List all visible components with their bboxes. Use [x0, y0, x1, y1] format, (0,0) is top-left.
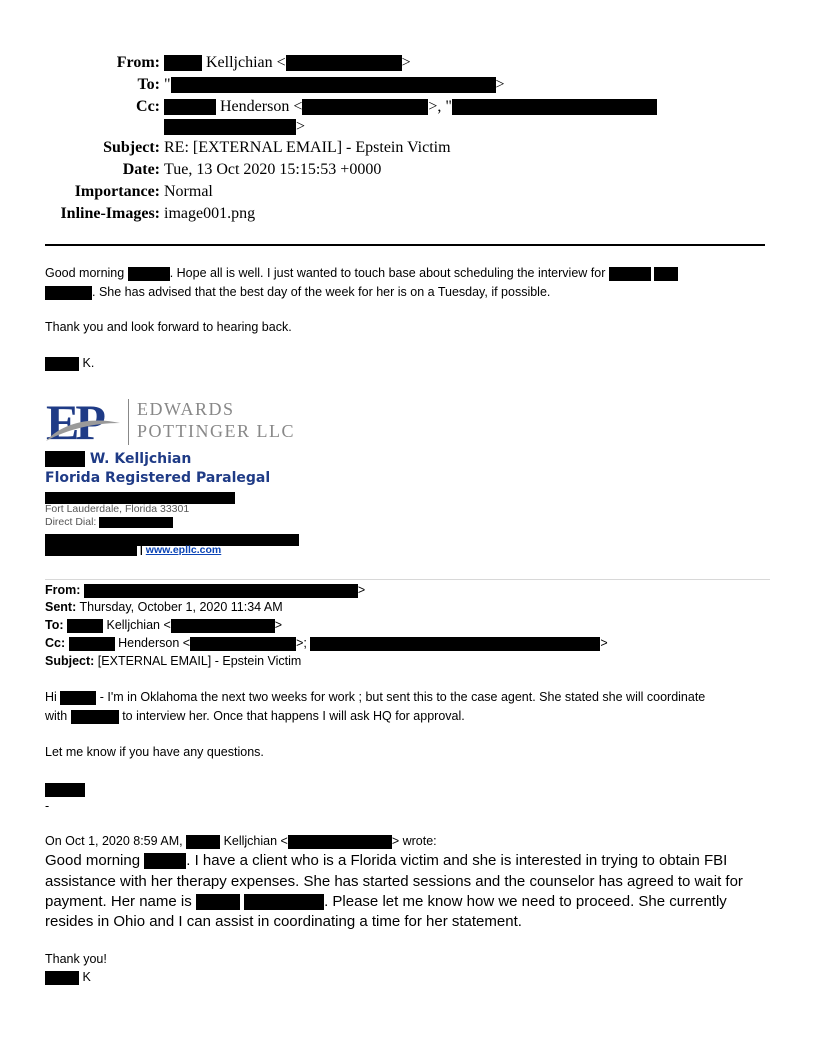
text: On Oct 1, 2020 8:59 AM, [45, 834, 183, 848]
signature-name [45, 451, 191, 467]
to-tail: > [495, 76, 505, 93]
text: payment. Her name is [45, 893, 192, 910]
text: Kelljchian < [106, 618, 171, 632]
quoted-sent-row [45, 600, 283, 614]
firm-logo [44, 394, 304, 450]
quoted-subject-row [45, 654, 301, 668]
redaction [310, 637, 600, 651]
redaction [171, 619, 275, 633]
quoted-divider [45, 579, 770, 580]
redaction [71, 710, 119, 724]
message2-para2: Let me know if you have any questions. [45, 745, 264, 759]
redaction [45, 544, 137, 556]
separator: | [139, 544, 143, 556]
date-label: Date: [122, 161, 160, 178]
redaction [286, 55, 402, 71]
redaction [45, 286, 92, 300]
quoted-subject-label: Subject: [45, 654, 95, 668]
redaction [45, 971, 79, 985]
redaction [190, 637, 296, 651]
redaction [171, 77, 496, 93]
quoted-to-row [45, 618, 282, 633]
header-from-row [0, 52, 816, 74]
signature-direct-dial [45, 516, 173, 528]
redaction [144, 853, 186, 869]
redaction [452, 99, 657, 115]
signature-web-row [45, 544, 221, 556]
logo-monogram: EP [46, 394, 102, 450]
message3-intro [45, 834, 437, 849]
message2-dash: - [45, 799, 50, 813]
header-date-row [0, 159, 816, 181]
redaction [84, 584, 358, 598]
firm-name-line2: POTTINGER LLC [137, 421, 295, 441]
signature-city: Fort Lauderdale, Florida 33301 [45, 503, 190, 515]
to-label: To: [137, 76, 160, 93]
redaction [609, 267, 651, 281]
quoted-to-label: To: [45, 618, 64, 632]
message1-para2: Thank you and look forward to hearing back. [45, 320, 292, 334]
cc-mid: >, " [428, 98, 452, 115]
quoted-from-row [45, 583, 365, 598]
text: Direct Dial: [45, 516, 97, 528]
message2-line1 [45, 690, 705, 705]
text: Good morning [45, 852, 141, 869]
redaction [164, 99, 216, 115]
to-open-quote: " [164, 76, 171, 93]
text: > [357, 583, 366, 597]
quoted-cc-row [45, 636, 608, 651]
header-divider [45, 244, 765, 246]
text: with [45, 709, 68, 723]
message3-line4: resides in Ohio and I can assist in coordinating a time for her statement. [45, 913, 522, 930]
redaction [302, 99, 428, 115]
text: > wrote: [391, 834, 437, 848]
text: > [274, 618, 283, 632]
quoted-sent-label: Sent: [45, 600, 77, 614]
quoted-sent-value: Thursday, October 1, 2020 11:34 AM [79, 600, 283, 614]
redaction [288, 835, 392, 849]
inline-images-label: Inline-Images: [60, 205, 160, 222]
redaction [45, 783, 85, 797]
text: . Hope all is well. I just wanted to touch base about scheduling the interview for [169, 266, 606, 280]
redaction [164, 119, 296, 135]
redaction [45, 357, 79, 371]
text: Kelljchian < [223, 834, 288, 848]
message1-line1 [45, 266, 678, 281]
redaction [69, 637, 115, 651]
text: . Please let me know how we need to proceed. She currently [324, 893, 727, 910]
text: >; [296, 636, 307, 650]
message2-line2 [45, 709, 465, 724]
message3-thanks: Thank you! [45, 952, 107, 966]
text: K. [82, 356, 95, 370]
header-inline-images-row [0, 203, 816, 225]
cc-label: Cc: [136, 98, 160, 115]
cc-tail: > [296, 118, 306, 135]
text: K [82, 970, 91, 984]
redaction [99, 517, 173, 528]
header-to-row [0, 74, 816, 96]
message2-signature-redacted [45, 782, 85, 797]
subject-value: RE: [EXTERNAL EMAIL] - Epstein Victim [164, 139, 451, 156]
redaction [45, 451, 85, 467]
quoted-cc-label: Cc: [45, 636, 66, 650]
text: to interview her. Once that happens I will ask HQ for approval. [122, 709, 465, 723]
logo-divider [128, 399, 129, 445]
subject-label: Subject: [103, 139, 160, 156]
signature-title: Florida Registered Paralegal [45, 470, 271, 486]
header-cc-row-2 [0, 116, 816, 136]
quoted-from-label: From: [45, 583, 81, 597]
message1-signoff [45, 356, 94, 371]
from-label: From: [116, 54, 160, 71]
text: Hi [45, 690, 57, 704]
inline-images-value: image001.png [164, 205, 256, 222]
message3-signoff [45, 970, 91, 985]
importance-value: Normal [164, 183, 213, 200]
message3-line2: assistance with her therapy expenses. She has started sessions and the counselor has agreed to wait for [45, 873, 743, 890]
header-subject-row [0, 137, 816, 159]
redaction [67, 619, 103, 633]
text: W. Kelljchian [89, 451, 192, 467]
from-tail: > [401, 54, 411, 71]
cc-value: Henderson < [220, 98, 303, 115]
redaction [164, 55, 202, 71]
redaction [128, 267, 170, 281]
text: Good morning [45, 266, 125, 280]
message3-line1 [45, 852, 727, 869]
firm-name-line1: EDWARDS [137, 399, 235, 419]
quoted-subject-value: [EXTERNAL EMAIL] - Epstein Victim [97, 654, 302, 668]
redaction [654, 267, 678, 281]
text: - I'm in Oklahoma the next two weeks for work ; but sent this to the case agent. She stated she will coordinate [99, 690, 706, 704]
header-cc-row [0, 96, 816, 118]
text: > [600, 636, 608, 650]
message3-line3 [45, 893, 727, 910]
redaction [186, 835, 220, 849]
text: . I have a client who is a Florida victim and she is interested in trying to obtain FBI [186, 852, 728, 869]
logo-swoosh-icon [44, 413, 122, 443]
text: . She has advised that the best day of the week for her is on a Tuesday, if possible. [92, 285, 551, 299]
importance-label: Importance: [74, 183, 160, 200]
from-value: Kelljchian < [206, 54, 286, 71]
text: Henderson < [118, 636, 191, 650]
redaction [196, 894, 240, 910]
website-link[interactable]: www.epllc.com [145, 544, 222, 556]
message1-line2 [45, 285, 550, 300]
redaction [60, 691, 96, 705]
date-value: Tue, 13 Oct 2020 15:15:53 +0000 [164, 161, 382, 178]
redaction [244, 894, 324, 910]
header-importance-row [0, 181, 816, 203]
